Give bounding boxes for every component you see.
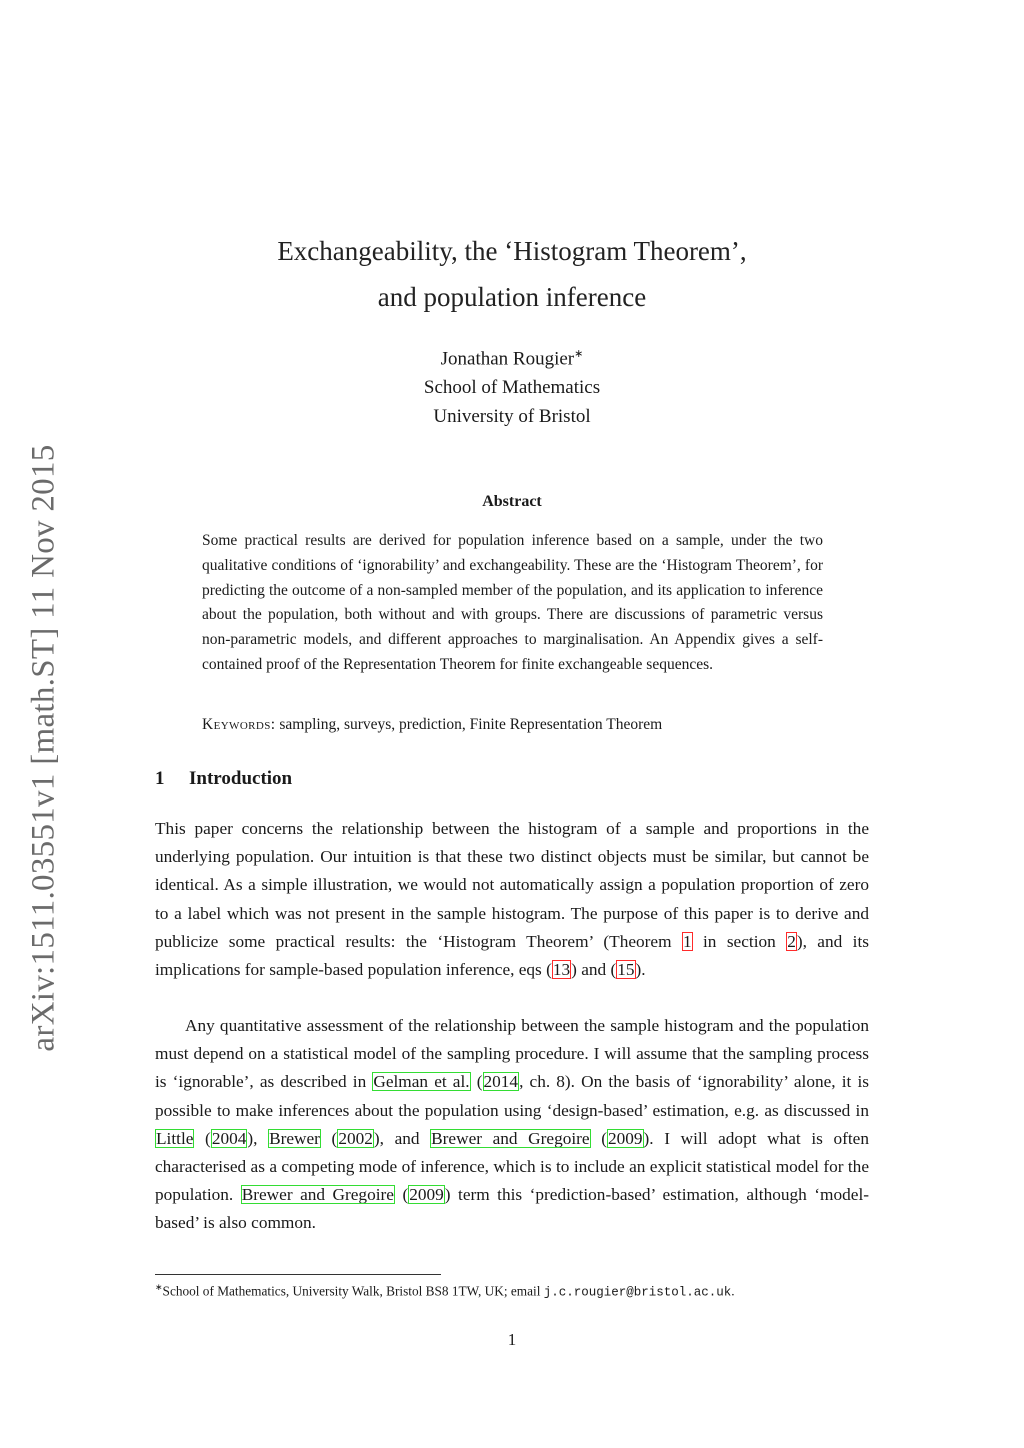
citation-brewer-link[interactable]: Brewer (269, 1128, 320, 1148)
footnote-email: j.c.rougier@bristol.ac.uk (543, 1285, 732, 1300)
title-line-2: and population inference (377, 282, 647, 312)
citation-brewer-year-link[interactable]: 2002 (338, 1128, 373, 1148)
intro-paragraph-1: This paper concerns the relationship between the histogram of a sample and proportions in the underlying population. Our intuition is that these two distinct objects must be similar, but cannot be identical. As a simple illustration, we would not automatically assign a population proportion of zero to a label which was not present in the sample histogram. The purpose of this paper is to derive and publicize some practical results: the ‘Histogram Theorem’ (Theorem 1 in section 2), and its implications for sample-based population inference, eqs (13) and (15). (155, 819, 869, 980)
abstract-text: Some practical results are derived for population inference based on a sample, under the two qualitative conditions of ‘ignorability’ and exchangeability. These are the ‘Histogram Theorem’, for predicting the outcome of a non-sampled member of the population, and its application to inference about the population, both without and with groups. There are discussions of parametric versus non-parametric models, and different approaches to marginalisation. An Appendix gives a self-contained proof of the Representation Theorem for finite exchangeable sequences. (202, 532, 823, 673)
section-number: 1 (155, 768, 165, 789)
author-block (0, 340, 1024, 431)
author-footnote-mark[interactable]: ∗ (574, 348, 584, 360)
citation-gelman-link[interactable]: Gelman et al. (373, 1072, 470, 1092)
abstract-heading: Abstract (482, 493, 542, 510)
arxiv-identifier-stamp: arXiv:1511.03551v1 [math.ST] 11 Nov 2015 (25, 444, 62, 1052)
keywords-label: Keywords: (202, 716, 276, 733)
equation-13-link[interactable]: 13 (552, 960, 571, 980)
theorem-reference-link[interactable]: 1 (682, 931, 692, 951)
page-number: 1 (507, 1330, 517, 1349)
citation-brewer-gregoire-year-link-2[interactable]: 2009 (409, 1185, 444, 1205)
citation-brewer-gregoire-year-link[interactable]: 2009 (607, 1128, 643, 1148)
author-name-line (0, 340, 1024, 373)
keywords (202, 714, 842, 736)
section-title: Introduction (189, 768, 293, 789)
section-heading (155, 768, 292, 790)
author-affiliation-university: University of Bristol (433, 406, 591, 428)
author-name: Jonathan Rougier (440, 348, 575, 370)
citation-brewer-gregoire-link[interactable]: Brewer and Gregoire (431, 1128, 590, 1148)
paper-title (0, 228, 1024, 320)
citation-little-year-link[interactable]: 2004 (211, 1128, 247, 1148)
footnote-mark: ∗ (155, 1282, 163, 1292)
equation-15-link[interactable]: 15 (617, 960, 635, 980)
intro-paragraph-2: Any quantitative assessment of the relationship between the sample histogram and the population must depend on a statistical model of the sampling procedure. I will assume that the sampling process is ‘ignorable’, as described in Gelman et al. (2014, ch. 8). On the basis of ‘ignorability’ alone, it is possible to make inferences about the population using ‘design-based’ estimation, e.g. as discussed in Little (2004), Brewer (2002), and Brewer and Gregoire (2009). I will adopt what is often characterised as a competing mode of inference, which is to include an explicit statistical model for the population. Brewer and Gregoire (2009) term this ‘prediction-based’ estimation, although ‘model-based’ is also common. (155, 1016, 870, 1233)
citation-brewer-gregoire-link-2[interactable]: Brewer and Gregoire (241, 1185, 394, 1205)
footnote-divider (155, 1274, 441, 1275)
citation-gelman-year-link[interactable]: 2014 (483, 1072, 519, 1092)
citation-little-link[interactable]: Little (156, 1128, 194, 1148)
title-line-1: Exchangeability, the ‘Histogram Theorem’, (277, 236, 747, 266)
footnote: ∗School of Mathematics, University Walk, Bristol BS8 1TW, UK; email j.c.rougier@bristol.ac.uk. (155, 1282, 735, 1300)
keywords-list: sampling, surveys, prediction, Finite Representation Theorem (279, 716, 663, 733)
author-affiliation-school: School of Mathematics (423, 377, 601, 399)
footnote-text: School of Mathematics, University Walk, Bristol BS8 1TW, UK; email (162, 1283, 544, 1299)
section-reference-link[interactable]: 2 (787, 931, 796, 951)
